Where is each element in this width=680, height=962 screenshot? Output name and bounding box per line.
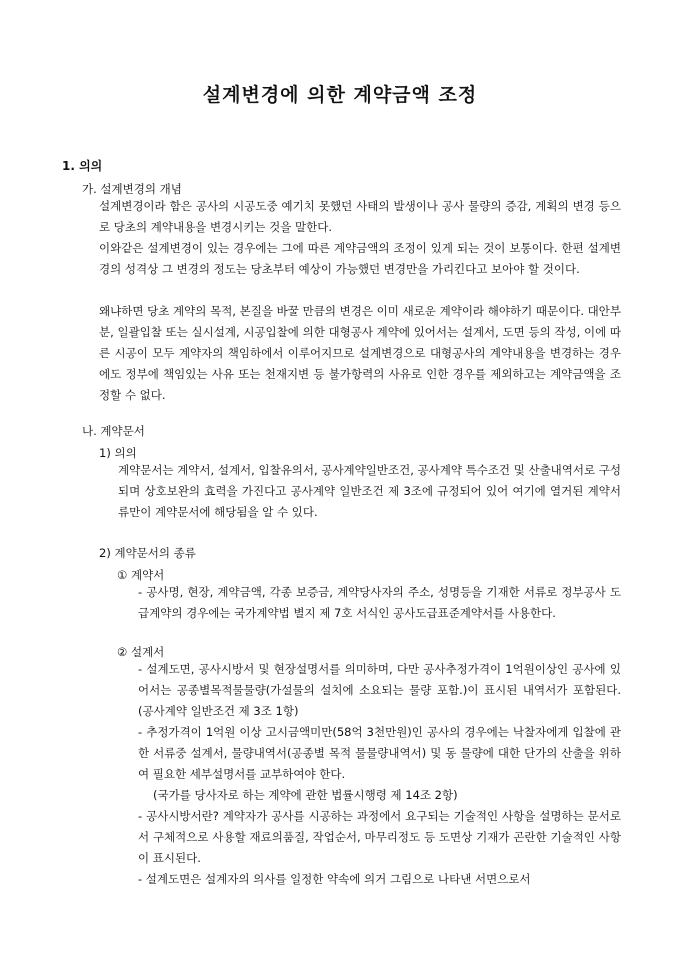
paragraph: 설계변경이라 함은 공사의 시공도중 예기치 못했던 사태의 발생이나 공사 물량의 증감, 계획의 변경 등으로 당초의 계약내용을 변경시키는 것을 말한다. (99, 199, 621, 234)
bullet-item: - 추정가격이 1억원 이상 고시금액미만(58억 3천만원)인 공사의 경우에는 낙찰자에게 입찰에 관한 서류중 설계서, 물량내역서(공종별 목적 물물량내역서) 및 동 물량에 대한 단가의 산출을 위하여 필요한 세부설명서를 교부하여야 한다. (138, 725, 621, 781)
bullet-item: - 설계도면은 설계자의 의사를 일정한 약속에 의거 그림으로 나타낸 서면으로서 (138, 872, 531, 886)
legal-reference-note: (국가를 당사자로 하는 계약에 관한 법률시행령 제 14조 2항) (153, 788, 458, 802)
bullet-item: - 설계도면, 공사시방서 및 현장설명서를 의미하며, 다만 공사추정가격이 1억원이상인 공사에 있어서는 공종별목적물물량(가설물의 설치에 소요되는 물량 포함.)이 표시된 내역서가 포함된다. (공사계약 일반조건 제 3조 1항) (138, 662, 621, 718)
paragraph: 계약문서는 계약서, 설계서, 입찰유의서, 공사계약일반조건, 공사계약 특수조건 및 산출내역서로 구성되며 상호보완의 효력을 가진다고 공사계약 일반조건 제 3조에 규정되어 있어 여기에 열거된 계약서류만이 계약문서에 해당됨을 알 수 있다. (118, 463, 621, 519)
item-heading: ① 계약서 (117, 568, 165, 582)
section-heading: 1. 의의 (62, 159, 103, 173)
page-title: 설계변경에 의한 계약금액 조정 (202, 84, 478, 106)
paragraph: 이와같은 설계변경이 있는 경우에는 그에 따른 계약금액의 조정이 있게 되는 것이 보통이다. 한편 설계변경의 성격상 그 변경의 정도는 당초부터 예상이 가능했던 변경만을 가리킨다고 보아야 할 것이다. (99, 241, 621, 276)
item-heading: 2) 계약문서의 종류 (99, 546, 196, 560)
subsection-heading: 가. 설계변경의 개념 (82, 182, 182, 196)
bullet-item: - 공사명, 현장, 계약금액, 각종 보증금, 계약당사자의 주소, 성명등을 기재한 서류로 정부공사 도급계약의 경우에는 국가계약법 별지 제 7호 서식인 공사도급표준계약서를 사용한다. (138, 585, 621, 620)
item-heading: ② 설계서 (117, 645, 165, 659)
bullet-item: - 공사시방서란? 계약자가 공사를 시공하는 과정에서 요구되는 기술적인 사항을 설명하는 문서로서 구체적으로 사용할 재료의품질, 작업순서, 마무리정도 등 도면상 기재가 곤란한 기술적인 사항이 표시된다. (138, 809, 621, 865)
paragraph: 왜냐하면 당초 계약의 목적, 본질을 바꿀 만큼의 변경은 이미 새로운 계약이라 해야하기 때문이다. 대안부분, 일괄입찰 또는 실시설계, 시공입찰에 의한 대형공사 계약에 있어서는 설계서, 도면 등의 작성, 이에 따른 시공이 모두 계약자의 책임하에서 이루어지므로 설계변경으로 대형공사의 계약내용을 변경하는 경우에도 정부에 책임있는 사유 또는 천재지변 등 불가항력의 사유로 인한 경우를 제외하고는 계약금액을 조정할 수 없다. (99, 304, 621, 402)
subsection-heading: 나. 계약문서 (82, 424, 145, 438)
item-heading: 1) 의의 (99, 446, 137, 460)
